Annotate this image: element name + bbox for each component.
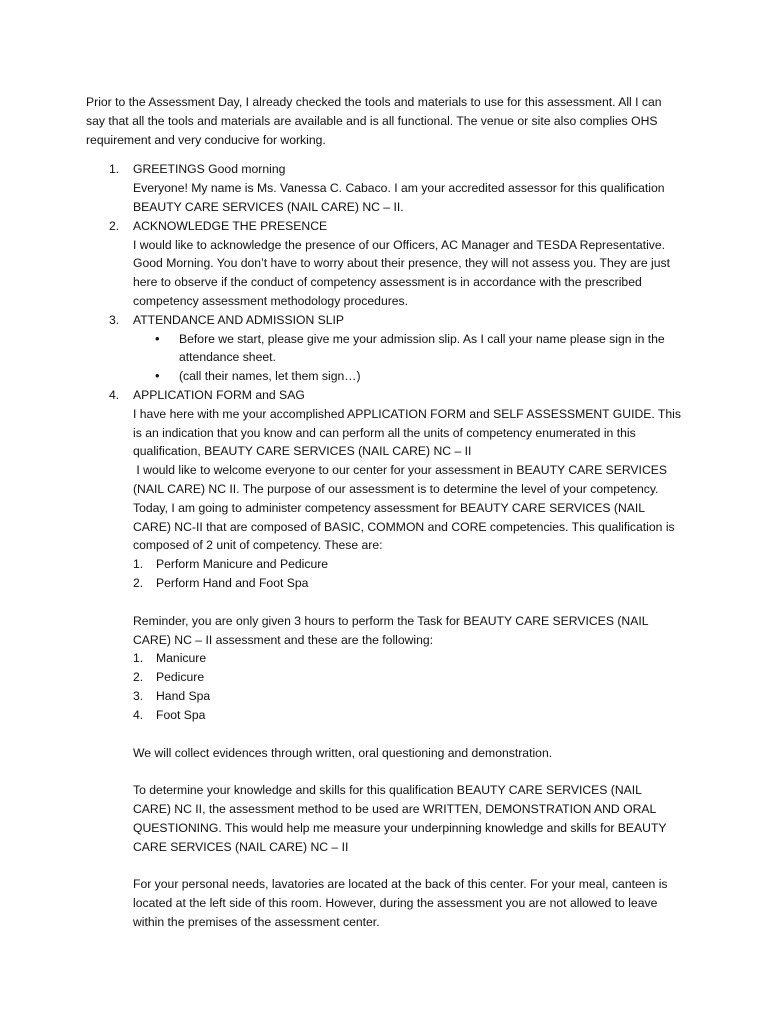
list-text: Perform Manicure and Pedicure <box>156 557 329 572</box>
paragraph-evidences: We will collect evidences through written, oral questioning and demonstration. <box>133 745 553 760</box>
paragraph-assessment-method: To determine your knowledge and skills for this qualification BEAUTY CARE SERVICES (NAIL CARE) NC II, the assessment method to be used are WRITTEN, DEMONSTRATION AND ORAL QUESTIONING. This would help me measure your underpinning knowledge and skills for BEAUTY CARE SERVICES (NAIL CARE) NC – II <box>133 783 667 854</box>
item-number: 1. <box>109 162 120 177</box>
item-body: I would like to acknowledge the presence of our Officers, AC Manager and TESDA Representative. Good Morning. You don’t have to worry about their presence, they will not assess you. They are just here to observe if the conduct of competency assessment is in accordance with the prescribed competency assessment methodology procedures. <box>133 237 671 308</box>
list-number: 1. <box>133 651 144 666</box>
item-title: ACKNOWLEDGE THE PRESENCE <box>133 218 328 233</box>
list-item-greetings <box>86 160 682 216</box>
list-item <box>133 687 682 706</box>
bullet-dot: • <box>155 368 160 384</box>
paragraph-welcome: I would like to welcome everyone to our center for your assessment in BEAUTY CARE SERVICES (NAIL CARE) NC II. The purpose of our assessment is to determine the level of your competency. <box>133 463 671 496</box>
list-number: 2. <box>133 575 144 590</box>
list-item <box>133 649 682 668</box>
list-number: 3. <box>133 688 144 703</box>
list-text: Manicure <box>156 651 207 666</box>
bullet-text: (call their names, let them sign…) <box>179 369 361 384</box>
bullet-item <box>133 330 682 368</box>
bullet-text: Before we start, please give me your admission slip. As I call your name please sign in the attendance sheet. <box>179 331 665 365</box>
list-number: 2. <box>133 670 144 685</box>
list-text: Perform Hand and Foot Spa <box>156 575 309 590</box>
item-title: GREETINGS Good morning <box>133 162 286 177</box>
list-text: Hand Spa <box>156 688 211 703</box>
item-number: 4. <box>109 387 120 402</box>
list-item-application-form <box>86 386 682 932</box>
bullet-dot: • <box>155 330 160 346</box>
list-item <box>133 706 682 725</box>
list-number: 4. <box>133 707 144 722</box>
paragraph-reminder: Reminder, you are only given 3 hours to perform the Task for BEAUTY CARE SERVICES (NAIL CARE) NC – II assessment and these are the following: <box>133 613 649 647</box>
bullet-item <box>133 367 682 386</box>
paragraph-competencies: Today, I am going to administer competency assessment for BEAUTY CARE SERVICES (NAIL CARE) NC-II that are composed of BASIC, COMMON and CORE competencies. This qualification is composed of 2 unit of competency. These are: <box>133 500 675 553</box>
list-item <box>133 574 682 593</box>
item-number: 2. <box>109 218 120 233</box>
list-number: 1. <box>133 557 144 572</box>
list-item <box>133 555 682 574</box>
list-item <box>133 668 682 687</box>
paragraph-personal-needs: For your personal needs, lavatories are located at the back of this center. For your meal, canteen is located at the left side of this room. However, during the assessment you are not allowed to leave within the premises of the assessment center. <box>133 877 668 930</box>
item-body: Everyone! My name is Ms. Vanessa C. Cabaco. I am your accredited assessor for this qualification BEAUTY CARE SERVICES (NAIL CARE) NC – II. <box>133 181 665 214</box>
tasks-list <box>133 649 682 724</box>
bullet-list <box>86 330 682 386</box>
intro-paragraph: Prior to the Assessment Day, I already checked the tools and materials to use for this assessment. All I can say that all the tools and materials are available and is all functional. The venue or site also complies OHS requirement and very conducive for working. <box>86 95 662 147</box>
paragraph-application: I have here with me your accomplished APPLICATION FORM and SELF ASSESSMENT GUIDE. This is an indication that you know and can perform all the units of competency enumerated in this qualification, BEAUTY CARE SERVICES (NAIL CARE) NC – II <box>133 406 681 459</box>
item-title: APPLICATION FORM and SAG <box>133 387 305 402</box>
list-item-acknowledge <box>86 217 682 311</box>
units-list <box>133 555 682 593</box>
item-number: 3. <box>109 312 120 327</box>
item-title: ATTENDANCE AND ADMISSION SLIP <box>133 312 345 327</box>
list-text: Pedicure <box>156 670 205 685</box>
list-item-attendance <box>86 311 682 330</box>
list-text: Foot Spa <box>156 707 206 722</box>
